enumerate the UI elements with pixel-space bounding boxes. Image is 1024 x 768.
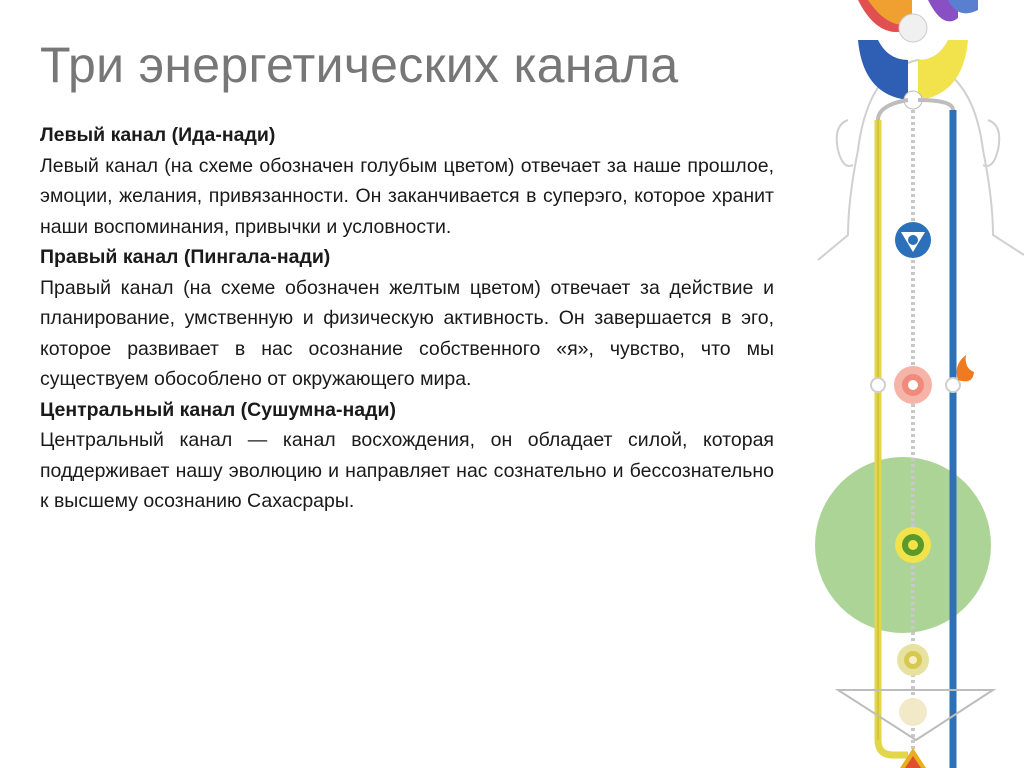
nabhi-icon: [895, 527, 931, 563]
right-channel-heading: Правый канал (Пингала-нади): [40, 246, 331, 268]
swadishthan-icon: [897, 644, 929, 676]
agnya-icon: [858, 40, 968, 109]
left-heart-node: [871, 378, 885, 392]
slide-title: Три энергетических канала: [40, 37, 679, 93]
flame-icon: [957, 355, 974, 381]
anahata-icon: [894, 366, 932, 404]
central-channel-text: Центральный канал — канал восхождения, он обладает силой, которая поддерживает нашу эволюцию и направляет нас сознательно и бессознательно к высшему осознанию Сахасрары.: [40, 429, 774, 512]
right-channel-text: Правый канал (на схеме обозначен желтым цветом) отвечает за действие и планирование, умственную и физическую активность. Он завершается в эго, которое развивает в нас осознание собственного «я», чувство, что мы существуем обособлено от окружающего мира.: [40, 276, 774, 390]
central-channel-heading: Центральный канал (Сушумна-нади): [40, 398, 396, 421]
left-channel-text: Левый канал (на схеме обозначен голубым цветом) отвечает за наше прошлое, эмоции, желания, привязанности. Он заканчивается в суперэго, которое хранит наши воспоминания, привычки и условности.: [40, 154, 774, 238]
left-ear: [837, 120, 853, 166]
right-heart-node: [946, 378, 960, 392]
vishuddhi-icon: [895, 222, 931, 258]
energy-channels-diagram: [808, 0, 1024, 768]
slide-content: [40, 120, 774, 517]
sahasrara-icon: [858, 0, 978, 42]
left-channel-heading: Левый канал (Ида-нади): [40, 124, 276, 146]
